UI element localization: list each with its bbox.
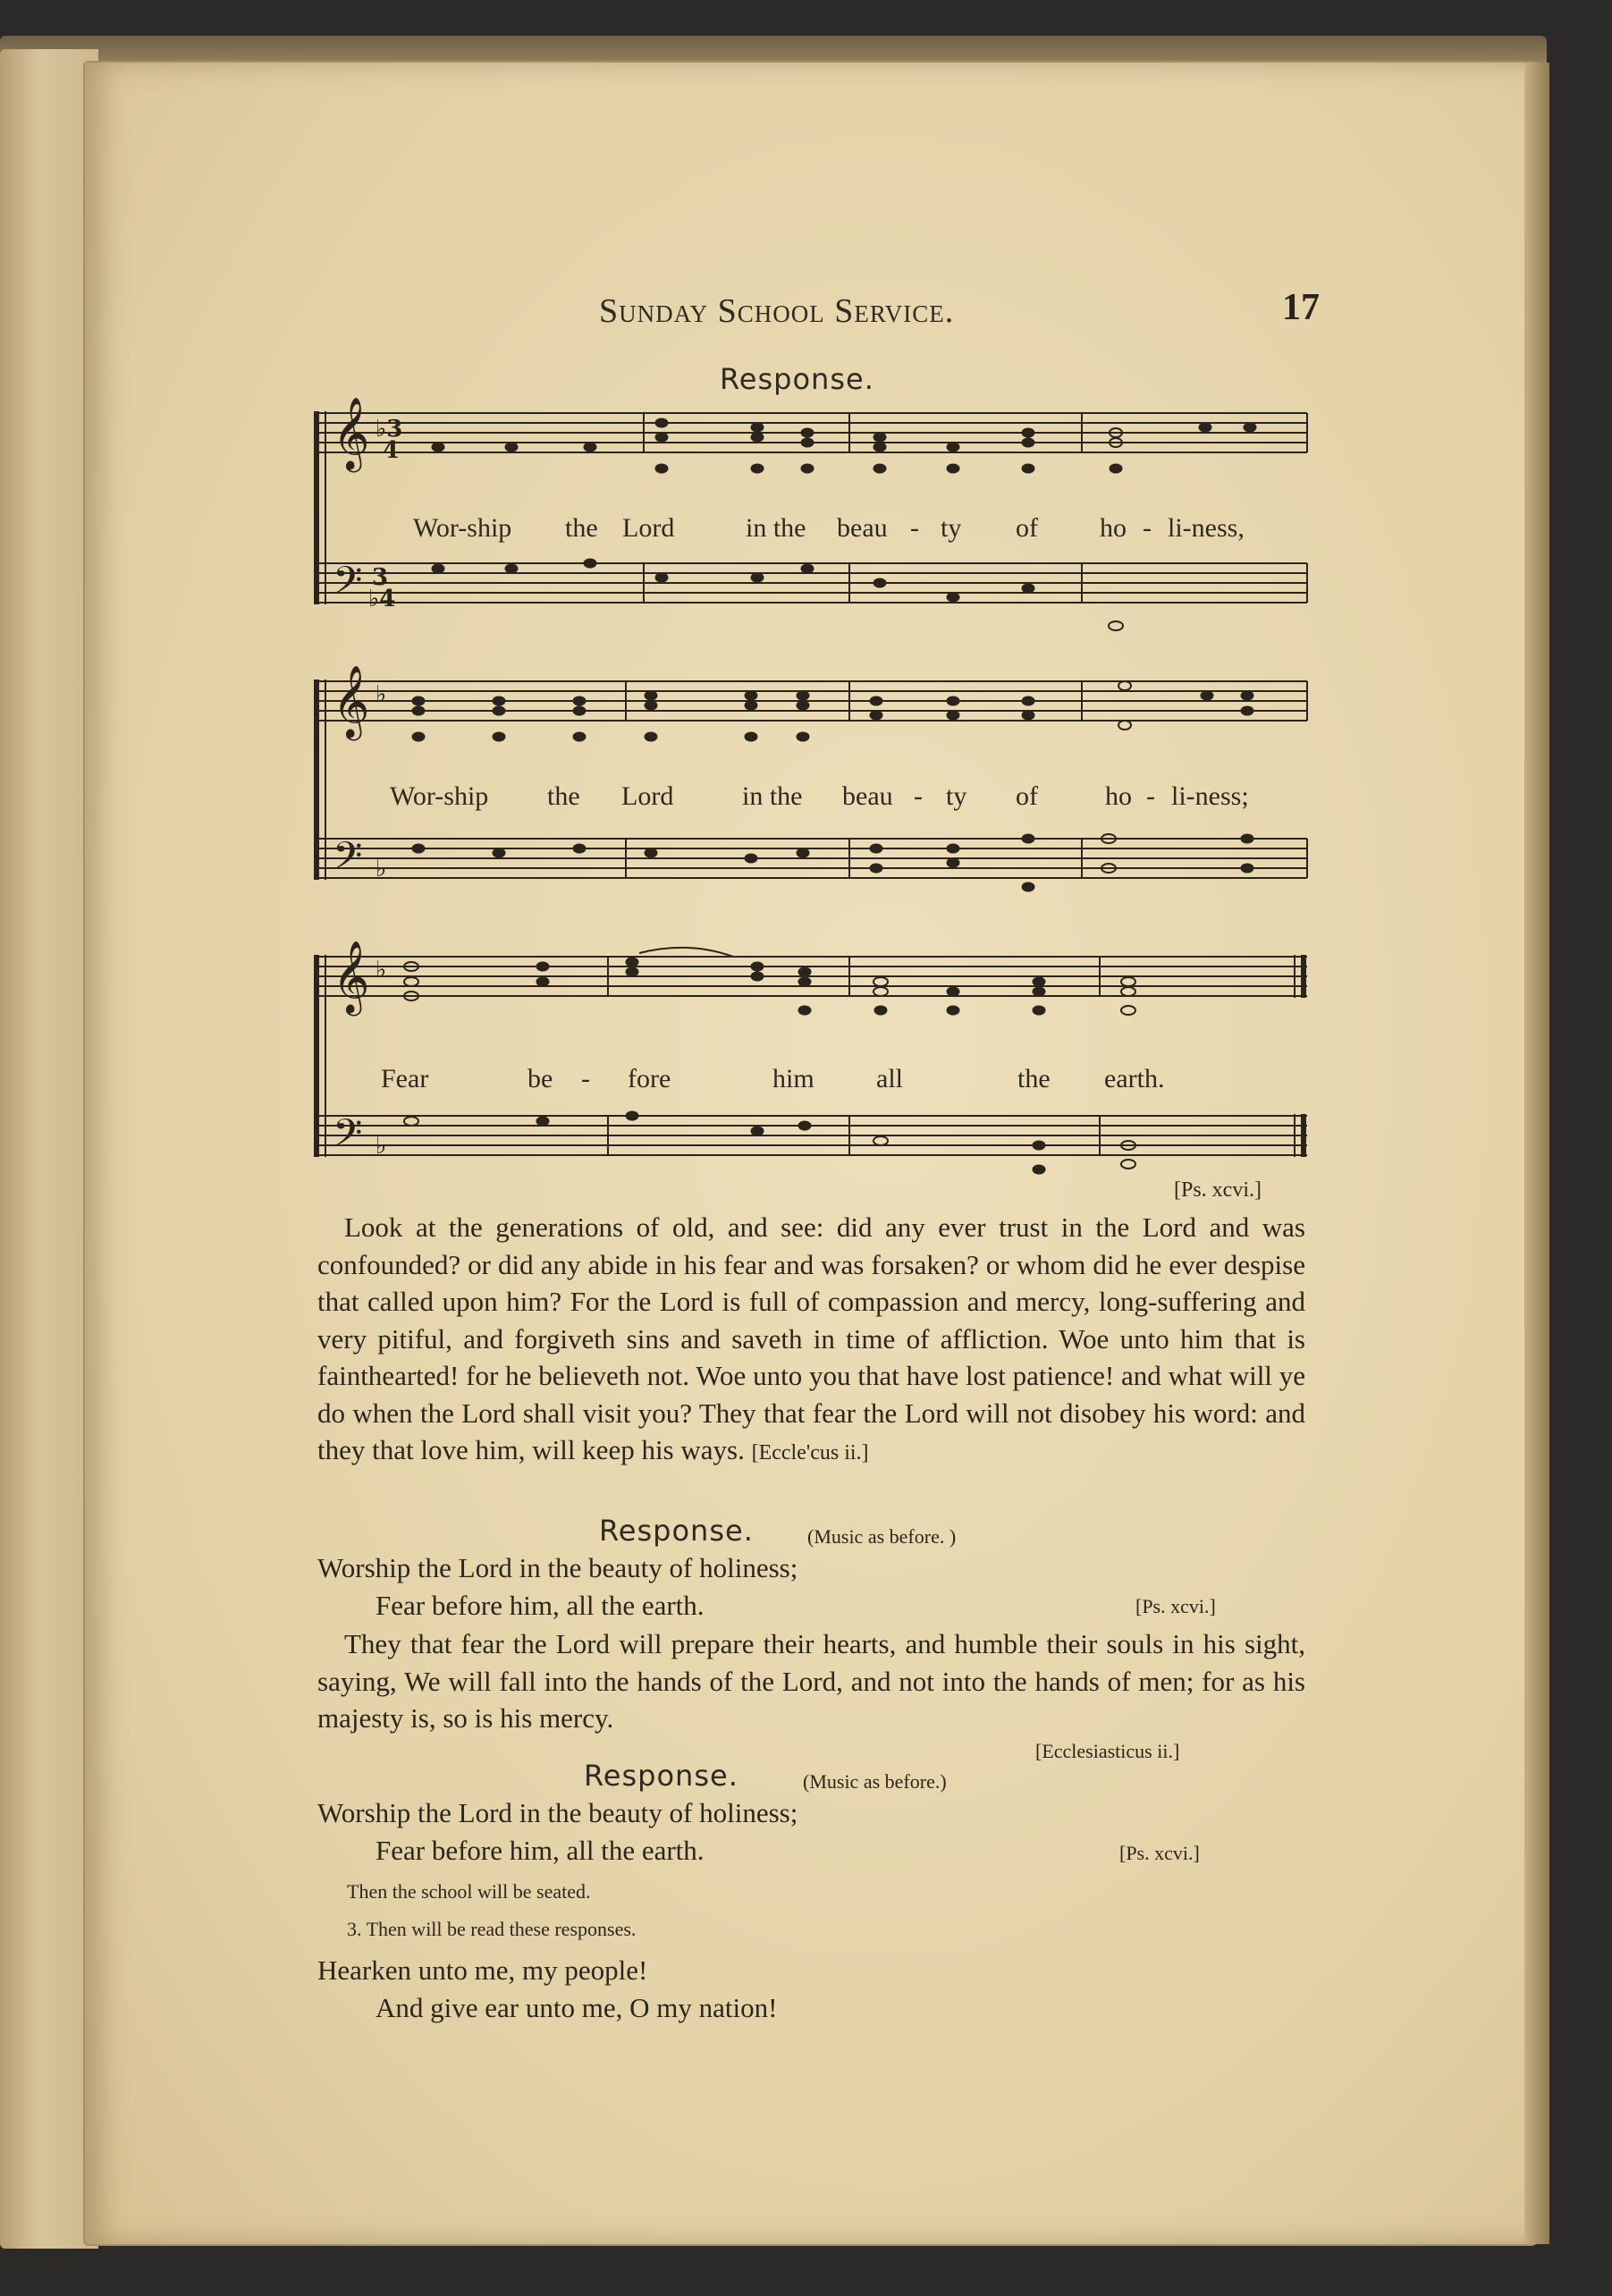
closing-line-1: Hearken unto me, my people! [317,1954,648,1986]
lyric-syllable: li-ness; [1171,781,1249,811]
svg-text:𝄞: 𝄞 [333,664,370,738]
lyric-syllable: beau [837,513,888,543]
response-3-line-2: Fear before him, all the earth. [376,1835,705,1866]
page-header [599,286,1320,340]
lyrics-line-2 [313,781,1312,817]
lyric-syllable: the [547,781,580,811]
lyrics-line-1 [313,513,1312,549]
lyric-syllable: fore [628,1064,671,1093]
response-2-line-2: Fear before him, all the earth. [376,1590,705,1621]
response-3-line-1: Worship the Lord in the beauty of holiness; [317,1797,798,1828]
page-number: 17 [1282,287,1320,328]
svg-text:♭3: ♭3 [376,416,403,443]
facing-page-edge [0,49,98,2249]
svg-text:𝄢: 𝄢 [333,559,363,612]
lyric-syllable: the [1017,1064,1051,1093]
svg-text:4: 4 [383,437,400,464]
svg-text:♭: ♭ [376,1133,387,1160]
lyric-syllable: in the [742,781,803,811]
response-3-title: Response. [584,1759,738,1793]
svg-text:♭: ♭ [376,856,387,882]
closing-line-2: And give ear unto me, O my nation! [376,1992,778,2023]
lyric-syllable: - [914,781,923,811]
response-2-line-1: Worship the Lord in the beauty of holiness; [317,1552,798,1583]
reading-paragraph-2 [317,1625,1305,1737]
lyric-syllable: - [1146,781,1155,811]
paragraph-1-text: Look at the generations of old, and see: did any ever trust in the Lord and was confounded? or did any abide in his fear and was forsaken? or whom did he ever despise that called upon him? For the Lord is full of compassion and mercy, long-suffering and very pitiful, and forgiveth sins and saveth in time of affliction. Woe unto him that is fainthearted! for he believeth not. Woe unto you that have lost patience! and what will ye do when the Lord shall visit you? They that fear the Lord will not disobey his word: and they that love him, will keep his ways. [317,1211,1305,1465]
instruction-seated: Then the school will be seated. [347,1880,591,1903]
svg-text:𝄞: 𝄞 [333,396,370,469]
paragraph-1-ref: [Eccle'cus ii.] [751,1441,869,1465]
svg-text:♭4: ♭4 [368,586,396,612]
response-3-ref: [Ps. xcvi.] [1119,1842,1200,1864]
lyric-syllable: of [1016,781,1038,811]
instruction-responses: 3. Then will be read these responses. [347,1918,637,1940]
music-citation: [Ps. xcvi.] [1174,1178,1262,1202]
lyric-syllable: Wor-ship [390,781,489,811]
paragraph-2-ref: [Ecclesiasticus ii.] [1035,1740,1180,1762]
lyric-syllable: ty [941,513,962,543]
lyric-syllable: of [1016,513,1038,543]
lyric-syllable: beau [842,781,893,811]
music-score [313,393,1312,1202]
running-title: Sunday School Service. [599,292,955,330]
paragraph-2-text: They that fear the Lord will prepare their hearts, and humble their souls in his sight, saying, We will fall into the hands of the Lord, and not into the hands of men; for as his majesty is, so is his mercy. [317,1628,1305,1734]
music-title: Response. [720,362,874,396]
lyric-syllable: - [910,513,919,543]
lyric-syllable: Wor-ship [413,513,512,543]
response-2-ref: [Ps. xcvi.] [1135,1595,1216,1617]
lyric-syllable: ho [1100,513,1127,543]
lyric-syllable: ty [946,781,967,811]
lyric-syllable: all [876,1064,903,1093]
lyric-syllable: Fear [381,1064,429,1093]
svg-text:𝄞: 𝄞 [333,940,370,1013]
lyric-syllable: the [565,513,598,543]
svg-text:𝄢: 𝄢 [333,1111,363,1165]
response-2-note: (Music as before. ) [807,1525,957,1548]
svg-text:𝄢: 𝄢 [333,834,363,888]
lyric-syllable: in the [746,513,806,543]
svg-text:♭: ♭ [376,681,387,708]
lyrics-line-3 [313,1064,1312,1100]
lyric-syllable: be [527,1064,553,1093]
lyric-syllable: - [1143,513,1152,543]
response-2-title: Response. [599,1514,754,1548]
lyric-syllable: Lord [622,513,675,543]
lyric-syllable: li-ness, [1168,513,1245,543]
lyric-syllable: ho [1105,781,1132,811]
lyric-syllable: him [772,1064,814,1093]
svg-text:♭: ♭ [376,957,387,983]
lyric-syllable: earth. [1104,1064,1165,1093]
lyric-syllable: Lord [621,781,674,811]
book-right-edge [1524,63,1549,2244]
response-3-note: (Music as before.) [803,1770,947,1793]
lyric-syllable: - [581,1064,590,1093]
svg-text:3: 3 [372,564,389,591]
reading-paragraph-1 [317,1209,1305,1473]
